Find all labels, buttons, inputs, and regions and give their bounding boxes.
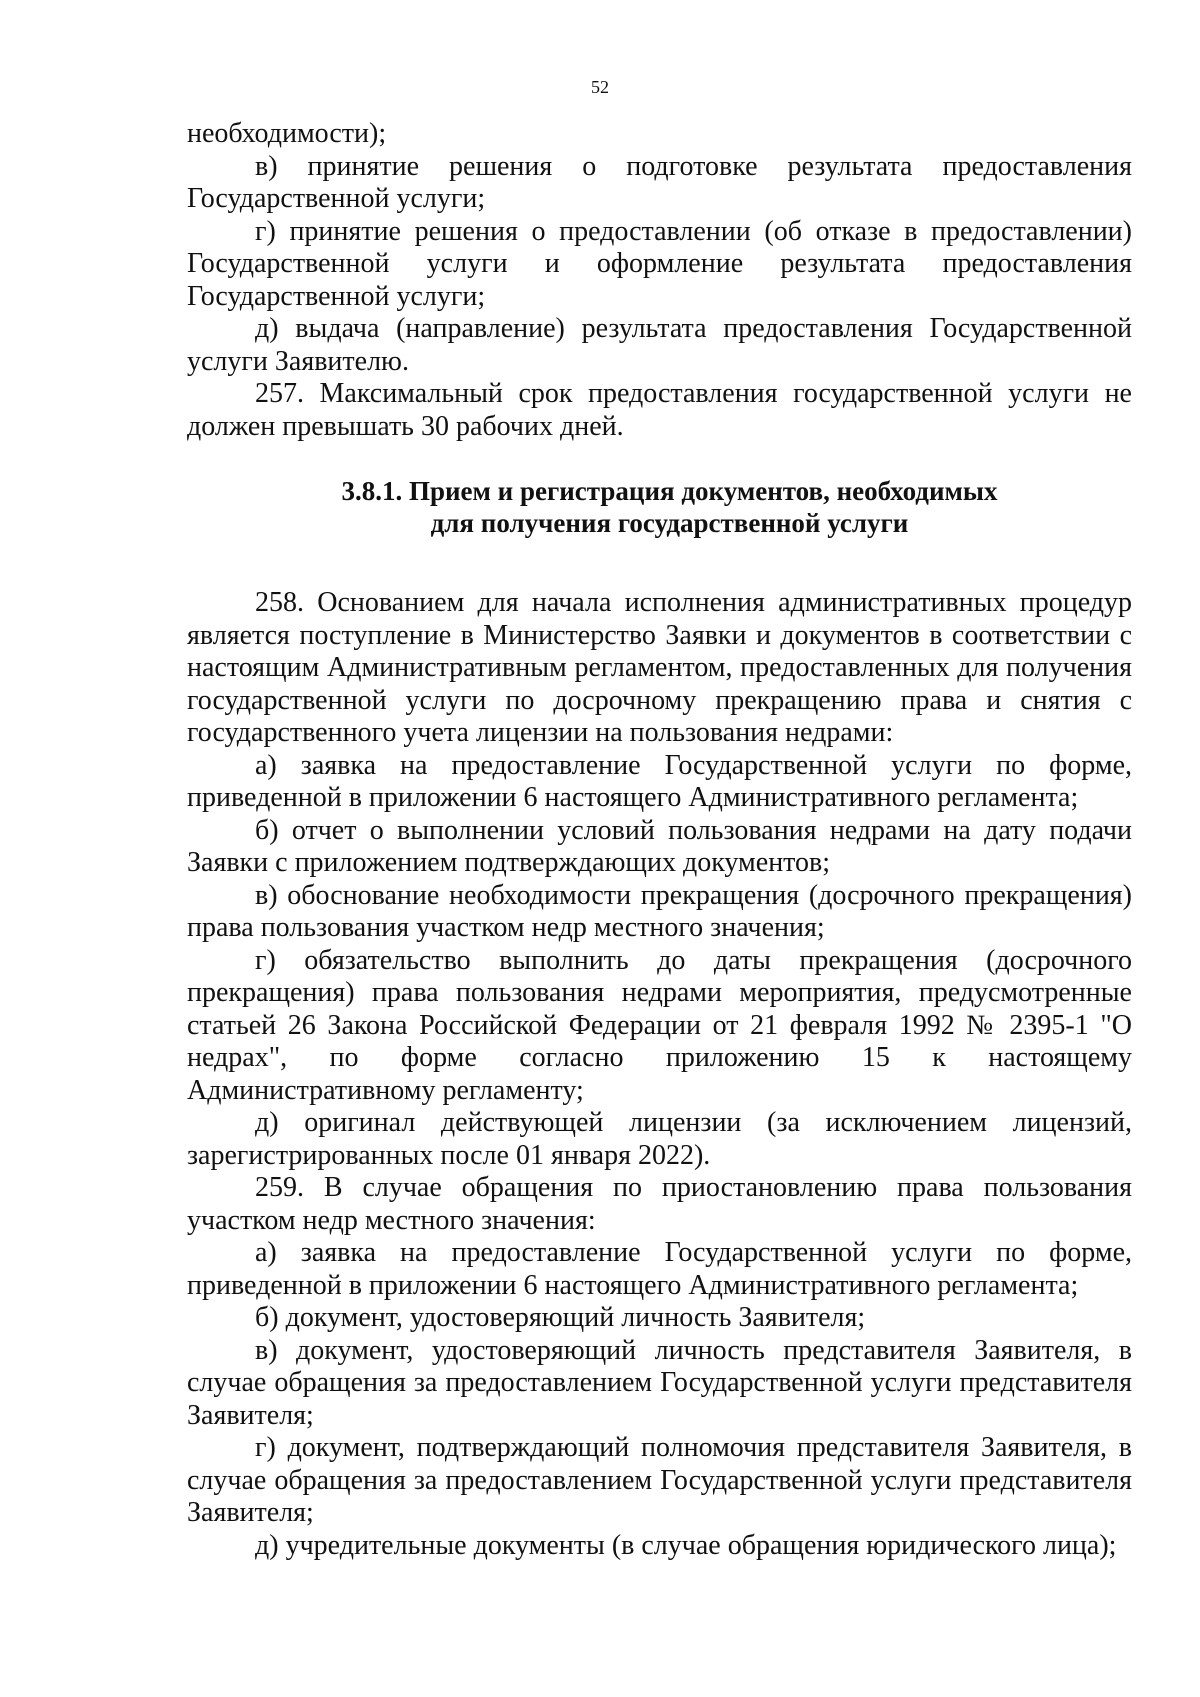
page-number: 52 [591,77,609,97]
paragraph: б) отчет о выполнении условий пользования недрами на дату подачи Заявки с приложением подтверждающих документов; [187,814,1132,878]
paragraph: д) учредительные документы (в случае обращения юридического лица); [255,1529,1117,1561]
paragraph: г) обязательство выполнить до даты прекращения (досрочного прекращения) права пользования недрами мероприятия, предусмотренные статьей 26 Закона Российской Федерации от 21 февраля 1992 № 2395-1 "О недрах", по форме согласно приложению 15 к настоящему Административному регламенту; [187,944,1132,1106]
section-heading [187,475,1132,539]
section-heading-line: 3.8.1. Прием и регистрация документов, необходимых [341,476,998,506]
paragraph: а) заявка на предоставление Государственной услуги по форме, приведенной в приложении 6 настоящего Административного регламента; [187,749,1132,813]
paragraph: 258. Основанием для начала исполнения административных процедур является поступление в Министерство Заявки и документов в соответствии с настоящим Административным регламентом, предоставленных для получения государственной услуги по досрочному прекращению права и снятия с государственного учета лицензии на пользования недрами: [187,587,1132,748]
document-body [187,118,1132,1562]
paragraph: г) принятие решения о предоставлении (об отказе в предоставлении) Государственной услуги и оформление результата предоставления Государственной услуги; [187,215,1132,312]
paragraph: а) заявка на предоставление Государственной услуги по форме, приведенной в приложении 6 настоящего Административного регламента; [187,1237,1132,1301]
paragraph: в) обоснование необходимости прекращения (досрочного прекращения) права пользования участком недр местного значения; [187,879,1132,943]
paragraph: д) оригинал действующей лицензии (за исключением лицензий, зарегистрированных после 01 января 2022). [187,1107,1132,1171]
paragraph: необходимости); [187,118,387,149]
paragraph: 257. Максимальный срок предоставления государственной услуги не должен превышать 30 рабочих дней. [187,378,1132,442]
paragraph: 259. В случае обращения по приостановлению права пользования участком недр местного значения: [187,1172,1132,1236]
section-heading-line: для получения государственной услуги [430,508,909,538]
paragraph: г) документ, подтверждающий полномочия представителя Заявителя, в случае обращения за предоставлением Государственной услуги представителя Заявителя; [187,1432,1132,1528]
paragraph: в) документ, удостоверяющий личность представителя Заявителя, в случае обращения за предоставлением Государственной услуги представителя Заявителя; [187,1334,1132,1431]
paragraph: б) документ, удостоверяющий личность Заявителя; [255,1302,866,1333]
paragraph: д) выдача (направление) результата предоставления Государственной услуги Заявителю. [187,313,1132,377]
paragraph: в) принятие решения о подготовке результата предоставления Государственной услуги; [187,150,1132,214]
